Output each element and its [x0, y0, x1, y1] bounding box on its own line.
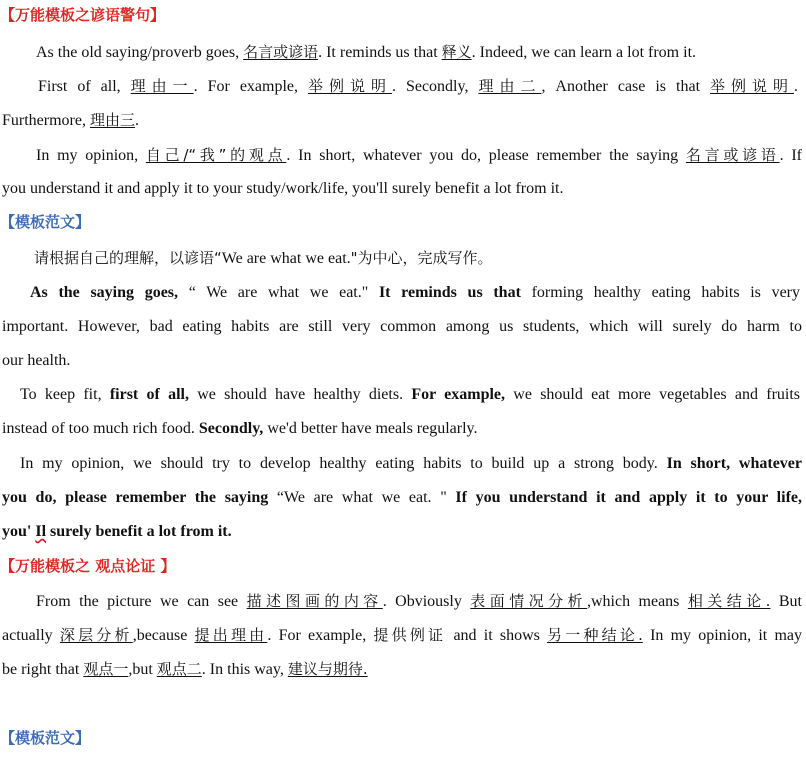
- essay-paragraph-3-line-1: In my opinion, we should try to develop healthy eating habits to build up a strong body. In short, whatever: [20, 455, 802, 472]
- essay-paragraph-1-line-2: important. However, bad eating habits are still very common among us students, which will surely do harm to: [2, 318, 802, 335]
- section-heading-proverb-template: 【万能模板之谚语警句】: [0, 6, 166, 24]
- argument-paragraph-line-1: From the picture we can see 描述图画的内容. Obviously 表面情况分析,which means 相关结论. But: [36, 592, 802, 610]
- essay-paragraph-2-line-2: instead of too much rich food. Secondly, we'd better have meals regularly.: [2, 420, 478, 437]
- template-paragraph-1: As the old saying/proverb goes, 名言或谚语. It reminds us that 释义. Indeed, we can learn a lot from it.: [36, 43, 697, 61]
- template-paragraph-3-line-1: In my opinion, 自己/“我”的观点. In short, whatever you do, please remember the saying 名言或谚语. If: [36, 146, 803, 164]
- template-paragraph-3-line-2: you understand it and apply it to your study/work/life, you'll surely benefit a lot from it.: [2, 180, 564, 197]
- essay-paragraph-1-line-3: our health.: [2, 352, 71, 369]
- template-paragraph-2-line-2: Furthermore, 理由三.: [2, 111, 139, 129]
- essay-paragraph-1-line-1: As the saying goes, “ We are what we eat." It reminds us that forming healthy eating habits is very: [30, 284, 800, 301]
- section-heading-sample-essay-2: 【模板范文】: [0, 729, 91, 747]
- section-heading-argument-template: 【万能模板之 观点论证 】: [0, 557, 176, 575]
- argument-paragraph-line-3: be right that 观点一,but 观点二. In this way, 建议与期待.: [2, 660, 368, 678]
- essay-paragraph-3-line-3: you' Il surely benefit a lot from it.: [2, 523, 232, 540]
- essay-paragraph-3-line-2: you do, please remember the saying “We are what we eat. " If you understand it and apply it to your life,: [2, 489, 802, 506]
- section-heading-sample-essay: 【模板范文】: [0, 213, 91, 231]
- template-paragraph-2-line-1: First of all, 理由一. For example, 举例说明. Secondly, 理由二, Another case is that 举例说明.: [38, 77, 798, 95]
- argument-paragraph-line-2: actually 深层分析,because 提出理由. For example, 提供例证 and it shows 另一种结论. In my opinion, it may: [2, 626, 802, 644]
- writing-prompt: 请根据自己的理解，以谚语“We are what we eat."为中心，完成写作。: [34, 249, 493, 267]
- essay-paragraph-2-line-1: To keep fit, first of all, we should have healthy diets. For example, we should eat more vegetables and fruits: [20, 386, 801, 403]
